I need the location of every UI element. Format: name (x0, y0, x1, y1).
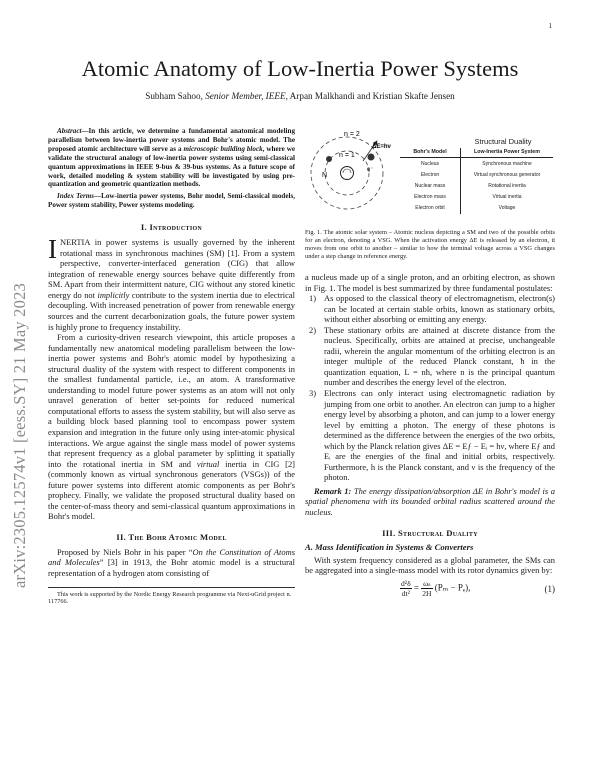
drop-cap: I (48, 234, 57, 265)
paper-title: Atomic Anatomy of Low-Inertia Power Systems (81, 56, 519, 81)
remark-label: Remark 1: (314, 485, 352, 496)
electron-icon (368, 154, 375, 161)
bohr-paragraph: Proposed by Niels Bohr in his paper “On the Constitution of Atoms and Molecules” [3] in 1913, the Bohr atomic model is a structural representation of a hydrogen atom consisting of (48, 546, 295, 579)
intro-paragraph-1: INERTIA in power systems is usually governed by the inherent rotational mass in synchronous machines (SM) [1]. From a system perspective, converter-interfaced generation (CIG) that allow integration of renewable energy sources behave quite differently from SM. Apart from their intermittent nature, CIG without any stored kinetic energy do not implicitly contribute to the system inertia due to electrical decoupling. With increased penetration of power from renewable energy sources and the current decarbonization goals, the future power system is highly prone to frequency instability. (48, 234, 295, 332)
figure-table-title: Structural Duality (474, 137, 532, 146)
arxiv-identifier[interactable]: arXiv:2305.12574v1 [eess.SY] 21 May 2023 (10, 283, 29, 588)
bohr-continuation: a nucleus made up of a single proton, and an orbiting electron, as shown in Fig. 1. The model is best summarized by three fundamental postulates: (305, 272, 555, 293)
section-heading-bohr-model: II. The Bohr Atomic Model (116, 531, 227, 542)
abstract-label: Abstract (57, 127, 82, 135)
right-column (305, 127, 555, 604)
electron-label: e⁻ (367, 167, 374, 173)
atom-diagram (305, 127, 405, 227)
remark-1: Remark 1: The energy dissipation/absorption ΔE in Bohr's model is a spatial phenomena with its bounded orbital radius scattered around the nucleus. (305, 485, 555, 518)
equation-number: (1) (544, 583, 555, 594)
nucleus-rotation-icon (343, 169, 351, 173)
figure-1 (305, 127, 555, 227)
table-header: Low-Inertia Power System (461, 148, 554, 158)
equation-lhs: $\frac{\text{d²δ}}{\text{dt²}}$ (401, 578, 411, 598)
nucleus-label: N (322, 172, 328, 179)
table-row: Nuclear mass Rotational inertia (400, 180, 553, 191)
mass-paragraph: With system frequency considered as a global parameter, the SMs can be aggregated into a single-mass model with its rotor dynamics given by: (305, 554, 555, 576)
page-number: 1 (548, 22, 552, 30)
index-terms-label: Index Terms (57, 192, 95, 201)
orbit-n1-label: n = 1 (339, 152, 355, 159)
equation-1 (305, 576, 555, 604)
list-item: 1) As opposed to the classical theory of electromagnetism, electron(s) can be located at certain stable orbits, known as stationary orbits, without either absorbing or emitting any energy. (309, 293, 555, 325)
figure-caption: Fig. 1. The atomic solar system – Atomic nucleus depicting a SM and two of the possible orbits for an electron, denoting a VSG. When the activation energy ΔE is released by an electron, it moves from one orbit to another – similar to how the terminal voltage across a VSG changes under a step change in reference energy. (305, 229, 555, 260)
equation-rhs-tail: (Pₘ − Pₑ), (434, 582, 471, 593)
author-list (40, 91, 560, 101)
table-row: Electron Virtual synchronous generator (400, 169, 553, 180)
photon-energy-label: ΔE=hν (372, 144, 391, 150)
table-header: Bohr's Model (400, 148, 461, 158)
duality-table (400, 148, 553, 214)
section-heading-structural-duality: III. Structural Duality (382, 527, 478, 538)
subsection-heading-mass: A. Mass Identification in Systems & Converters (305, 541, 474, 552)
equation-rhs-fraction: $\frac{\text{ωₛ}}{2H}$ (422, 578, 432, 598)
section-heading-introduction: I. Introduction (140, 222, 203, 233)
author-primary-role: Senior Member, IEEE, (205, 91, 288, 101)
index-terms: Index Terms—Low-inertia power systems, Bohr model, Semi-classical models, Power system stability, Power systems modeling. (48, 192, 295, 210)
author-others: Arpan Malkhandi and Kristian Skafte Jensen (289, 91, 455, 101)
equation-body: $\frac{\text{d²δ}}{\text{dt²}}$ = $\frac{\text{ωₛ}}{2H}$ (Pₘ − Pₑ), (401, 578, 471, 598)
table-row: Nucleus Synchronous machine (400, 158, 553, 170)
table-row: Electron orbit Voltage (400, 203, 553, 214)
footnote: This work is supported by the Nordic Energy Research programme via Next-uGrid project n. 117766. (48, 587, 295, 607)
postulate-list (305, 293, 555, 483)
list-item: 3) Electrons can only interact using electromagnetic radiation by jumping from one orbit to another. An electron can jump to a higher energy level by absorbing a photon, and can jump to a lower energy level by emitting a photon. The energy of these photons is determined as the difference between the energies of the two orbits, which by the Planck relation gives ΔE = Eƒ − Eᵢ = hν, where Eƒ and Eᵢ are the energies of the final and initial orbits, respectively. Furthermore, h is the Planck constant, and ν is the frequency of the photon. (309, 388, 555, 483)
author-primary: Subham Sahoo, (145, 91, 203, 101)
intro-paragraph-2: From a curiosity-driven research viewpoint, this article proposes a fundamentally new anatomical modeling parallelism between the low-inertia power systems and Bohr's atomic model by hypothesizing a structural duality of the system with respect to different components in the smallest fundamental particle, i.e., an atom. A transformative understanding to model future power systems as an atom will not only unravel generation of better set-points for reduced numerical computational efforts to assess the system stability, but will also serve as a building block based planning tool to encompass power system expansion and integration in the future only using inter-atomic physical interactions. We argue against the single mass model of power systems that represent frequency as a global parameter by splitting it spatially into the rotational inertia in SM and virtual inertia in CIG [2] (commonly known as virtual synchronous generators (VSGs)) of the future power systems into different atomic components as per Bohr's prophecy. Finally, we validate the proposed structural duality based on the center-of-mass theory and semi-classical quantum approximations in Bohr's model. (48, 332, 295, 522)
table-header-row (400, 148, 553, 158)
nucleus-icon (341, 167, 354, 180)
electron-inner-icon (326, 156, 332, 162)
abstract: Abstract—In this article, we determine a fundamental anatomical modeling parallelism between low-inertia power systems and Bohr's atomic model. The proposed atomic architecture will serve as a microscopic building block, where we validate the structural analogy of low-inertia power systems using semi-classical quantum approximations in IEEE 9-bus & 39-bus systems. As a future scope of work, detailed modeling & system stability will be investigated by using pre-quantization and geometric quantization methods. (48, 127, 295, 189)
orbit-n2-label: n = 2 (344, 131, 360, 138)
list-item: 2) These stationary orbits are attained at discrete distance from the nucleus. Specifically, orbits are attained at precise, unchangeable radii, wherein the angular momentum of the orbiting electron is an integer multiple of the reduced Planck constant, ħ in the quantization equation, L = nħ, where n is the principal quantum number and describes the energy level of the electron. (309, 324, 555, 388)
left-column (48, 127, 295, 606)
table-row: Electron mass Virtual inertia (400, 192, 553, 203)
